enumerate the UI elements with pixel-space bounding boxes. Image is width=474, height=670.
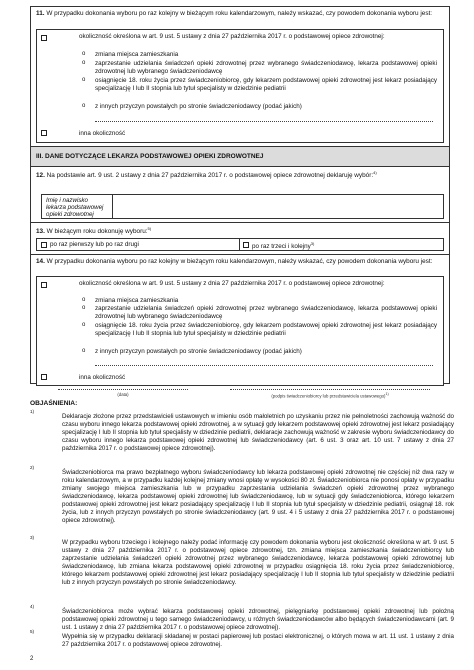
q11-sub-item: zmiana miejsca zamieszkania: [95, 51, 179, 58]
q14-sub-circle[interactable]: o: [82, 322, 86, 328]
q14-sub-item: zmiana miejsca zamieszkania: [95, 297, 179, 304]
note-text: W przypadku wyboru trzeciego i kolejnego należy podać informację czy powodem dokonania wyboru jest okoliczność określona w art. 9 ust. 5 ustawy z dnia 27 października 2017 r. o podstawowej opiece zdrowotnej, tzn. zmiana miejsca zamieszkania świadczeniobiorcy lub zaprzestanie udzielania świadczeń opieki zdrowotnej przez wybranego świadczeniodawcę, lekarza podstawowej opieki zdrowotnej lub świadczeniodawcę, lub zmiana lekarza podstawowej opieki zdrowotnej w przypadku osiągnięcia 18. roku życia przez świadczeniobiorcę, którego lekarzem podstawowej opieki zdrowotnej jest lekarz posiadający specjalizację I lub II stopnia lub tytuł specjalisty w dziedzinie pediatrii lub z innych przyczyn powstałych po stronie świadczeniodawcy.: [62, 539, 454, 587]
q11-other-reason-line[interactable]: [95, 121, 433, 122]
declaration-form: [30, 6, 450, 384]
question-13-text: 13. W bieżącym roku dokonuję wyboru:$^{5)}$: [36, 226, 152, 236]
note-text: Deklaracje złożone przez przedstawicieli ustawowych w imieniu osób małoletnich po uzyskaniu przez nie pełnoletności zachowują ważność do czasu wyboru innego lekarza podstawowej opieki zdrowotnej, a w sytuacji gdy lekarzem podstawowej opieki zdrowotnej jest lekarz posiadający specjalizację I lub II stopnia lub tytuł specjalisty w dziedzinie pediatrii, deklaracje zachowują ważność w zakresie wyboru świadczeniodawcy do czasu wyboru innego lekarza podstawowej opieki zdrowotnej lub świadczeniodawcy (art. 6 ust. 3 oraz art. 10 ust. 7 ustawy z dnia 27 października 2017 r. o podstawowej opiece zdrowotnej).: [62, 413, 454, 453]
notes-title: OBJAŚNIENIA:: [30, 400, 78, 407]
q11-main-option-label: okoliczność określona w art. 9 ust. 5 ustawy z dnia 27 października 2017 r. o podstawowej opiece zdrowotnej:: [79, 33, 385, 40]
q13-third-label: po raz trzeci i kolejny$^{3)}$: [252, 241, 315, 251]
question-14-section: [31, 255, 449, 395]
q13-options: [36, 238, 444, 251]
q14-other-checkbox[interactable]: [41, 374, 47, 380]
question-11-options: [36, 29, 444, 143]
q13-first-second-label: po raz pierwszy lub po raz drugi: [50, 241, 139, 248]
question-14-options: [36, 276, 444, 386]
note-text: Świadczeniobiorca może wybrać lekarza podstawowej opieki zdrowotnej, pielęgniarkę podstawowej opieki zdrowotnej lub położną podstawowej opieki zdrowotnej u tego samego świadczeniodawcy, u różnych świadczeniodawców albo będących świadczeniodawcami (art. 9 ust. 1 ustawy z dnia 27 października 2017 r. o podstawowej opiece zdrowotnej).: [62, 608, 454, 632]
q13-first-second-checkbox[interactable]: [41, 242, 47, 248]
q13-divider: [239, 239, 240, 250]
doctor-name-field[interactable]: [113, 194, 444, 219]
q14-sub-circle[interactable]: o: [82, 348, 86, 354]
note-number: 5): [30, 629, 35, 634]
q11-sub-circle[interactable]: o: [82, 51, 86, 57]
question-13-section: [31, 223, 449, 255]
q14-main-option-label: okoliczność określona w art. 9 ust. 5 ustawy z dnia 27 października 2017 r. o podstawowej opiece zdrowotnej:: [79, 280, 385, 287]
q14-sub-circle[interactable]: o: [82, 297, 86, 303]
question-12-text: 12. Na podstawie art. 9 ust. 2 ustawy z dnia 27 października 2017 r. o podstawowej opiece zdrowotnej deklaruję wybór:$^{4)}$: [36, 170, 377, 180]
q14-main-checkbox[interactable]: [41, 282, 47, 288]
q11-other-checkbox[interactable]: [41, 130, 47, 136]
note-text: Wypełnia się w przypadku deklaracji składanej w postaci papierowej lub postaci elektronicznej, o których mowa w art. 11 ust. 1 ustawy z dnia 27 października 2017 r. o podstawowej opiece zdrowotnej.: [62, 633, 454, 649]
signature-line[interactable]: [230, 389, 430, 390]
question-12-section: [31, 167, 449, 223]
q14-sub-item: osiągnięcie 18. roku życia przez świadczeniobiorcę, gdy lekarzem podstawowej opieki zdrowotnej jest lekarz posiadający specjalizację I lub II stopnia lub tytuł specjalisty w dziedzinie pediatrii: [95, 322, 437, 337]
question-11-text: 11. W przypadku dokonania wyboru po raz kolejny w bieżącym roku kalendarzowym, należy wskazać, czy powodem dokonania wyboru jest:: [36, 10, 433, 17]
section-3-header: [31, 147, 449, 167]
section-3-title: III. DANE DOTYCZĄCE LEKARZA PODSTAWOWEJ OPIEKI ZDROWOTNEJ: [36, 153, 264, 160]
note-number: 1): [30, 409, 35, 414]
date-line[interactable]: [58, 389, 188, 390]
q11-sub-circle[interactable]: o: [82, 77, 86, 83]
q11-sub-circle[interactable]: o: [82, 103, 86, 109]
q14-sub-item: z innych przyczyn powstałych po stronie świadczeniodawcy (podać jakich): [95, 348, 302, 355]
q14-sub-circle[interactable]: o: [82, 305, 86, 311]
note-number: 2): [30, 465, 35, 470]
note-number: 3): [30, 535, 35, 540]
q11-sub-item: z innych przyczyn powstałych po stronie świadczeniodawcy (podać jakich): [95, 103, 302, 110]
date-caption: (data): [117, 392, 129, 397]
q11-sub-item: osiągnięcie 18. roku życia przez świadczeniobiorcę, gdy lekarzem podstawowej opieki zdrowotnej jest lekarz posiadający specjalizację I lub II stopnia lub tytuł specjalisty w dziedzinie pediatrii: [95, 77, 437, 92]
note-number: 4): [30, 604, 35, 609]
page-number: 2: [30, 656, 34, 662]
doctor-name-label-box: [41, 194, 113, 219]
doctor-name-label: Imię i nazwisko lekarza podstawowej opieki zdrowotnej: [46, 197, 104, 219]
q11-sub-circle[interactable]: o: [82, 60, 86, 66]
q11-main-checkbox[interactable]: [41, 35, 47, 41]
q11-sub-item: zaprzestanie udzielania świadczeń opieki zdrowotnej przez wybranego świadczeniodawcę, lekarza podstawowej opieki zdrowotnej lub wybranego świadczeniodawcę: [95, 60, 437, 75]
q14-other-label: inna okoliczność: [79, 374, 126, 381]
question-14-text: 14. W przypadku dokonania wyboru po raz kolejny w bieżącym roku kalendarzowym, należy wskazać, czy powodem dokonania wyboru jest:: [36, 258, 433, 265]
note-text: Świadczeniobiorca ma prawo bezpłatnego wyboru świadczeniodawcy lub lekarza podstawowej opieki zdrowotnej nie częściej niż dwa razy w roku kalendarzowym, a w przypadku każdej kolejnej zmiany wnosi opłatę w wysokości 80 zł. Świadczeniobiorca nie ponosi opłaty w przypadku zmiany swojego miejsca zamieszkania lub w przypadku zaprzestania udzielania świadczeń opieki zdrowotnej przez wybranego świadczeniodawcę, lekarza podstawowej opieki zdrowotnej lub świadczeniodawcę, lub w sytuacji gdy świadczeniobiorca, którego lekarzem podstawowej opieki zdrowotnej jest lekarz posiadający specjalizację I lub II stopnia lub tytuł specjalisty w dziedzinie pediatrii, osiągnął 18. rok życia, lub z innych przyczyn powstałych po stronie świadczeniodawcy (art. 9 ust. 4 i 5 ustawy z dnia 27 października 2017 r. o podstawowej opiece zdrowotnej).: [62, 469, 454, 525]
q14-other-reason-line[interactable]: [95, 365, 433, 366]
signature-caption: (podpis świadczeniobiorcy lub przedstawiciela ustawowego)$^{1)}$: [271, 392, 389, 399]
question-11-section: [31, 7, 449, 147]
q14-sub-item: zaprzestanie udzielania świadczeń opieki zdrowotnej przez wybranego świadczeniodawcę, lekarza podstawowej opieki zdrowotnej lub wybranego świadczeniodawcę: [95, 305, 437, 320]
q13-third-checkbox[interactable]: [243, 242, 249, 248]
q11-other-label: inna okoliczność: [79, 130, 126, 137]
